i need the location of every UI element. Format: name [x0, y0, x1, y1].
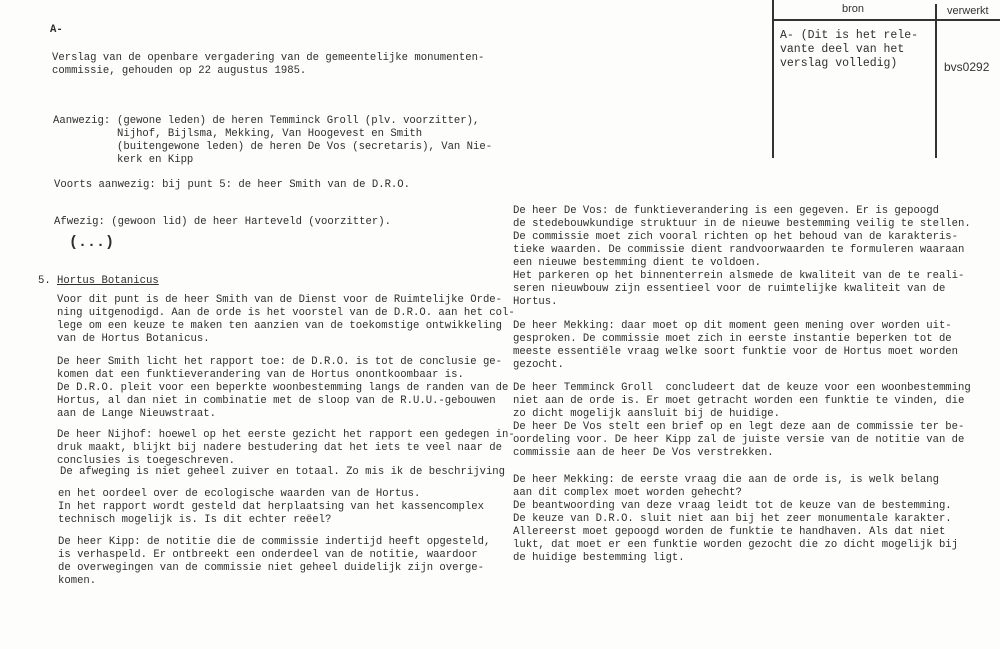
document-marker: A-: [50, 24, 63, 36]
paragraph-intro: Voor dit punt is de heer Smith van de Dienst voor de Ruimtelijke Orde- ning uitgenodigd. Aan de orde is het voorstel van de D.R.O. aan het col- lege om een keuze te maken ten aanzien van de toekomstige ontwikkeling van de Hortus Botanicus.: [57, 294, 515, 345]
paragraph-temminck-groll: De heer Temminck Groll concludeert dat de keuze voor een woonbestemming niet aan de orde is. Er moet getracht worden een funktie te vinden, die zo dicht mogelijk aansluit bij de huidige.: [513, 382, 971, 420]
present-label: Aanwezig:: [53, 115, 111, 127]
header-source: bron: [842, 3, 865, 15]
table-header-rule: [772, 19, 1000, 21]
paragraph-devos: De heer De Vos: de funktieverandering is een gegeven. Er is gepoogd de stedebouwkundige struktuur in de nieuwe bestemming veilig te stellen. De commissie moet zich vooral richten op het behoud van de karakteris- tieke waarden. De commissie dient randvoorwaarden te formuleren waaraan een nieuwe bestemming dient te voldoen. Het parkeren op het binnenterrein alsmede de kwaliteit van de te reali- seren nieuwbouw zijn essentieel voor de ruimtelijke kwaliteit van de Hortus.: [513, 205, 971, 308]
source-note: A- (Dit is het rele- vante deel van het verslag volledig): [780, 29, 919, 70]
table-divider-middle: [935, 4, 937, 158]
section-number: 5.: [38, 275, 51, 287]
paragraph-mekking-1: De heer Mekking: daar moet op dit moment geen mening over worden uit- gesproken. De commissie moet zich in eerste instantie beperken tot de meeste essentiële vraag welke soort funktie voor de Hortus moet worden gezocht.: [513, 320, 959, 371]
paragraph-mekking-2: De heer Mekking: de eerste vraag die aan de orde is, is welk belang aan dit complex moet worden gehecht? De beantwoording van deze vraag leidt tot de keuze van de bestemming. De keuze van D.R.O. sluit niet aan bij het zeer monumentale karakter. Allereerst moet gepoogd worden de funktie te handhaven. Als dat niet lukt, dat moet er een funktie worden gezocht die zo dicht mogelijk bij de huidige bestemming ligt.: [513, 474, 959, 564]
ellipsis: (...): [69, 234, 115, 251]
paragraph-devos-letter: De heer De Vos stelt een brief op en legt deze aan de commissie ter be- oordeling voor. De heer Kipp zal de juiste versie van de notitie van de commissie aan de heer De Vos verstrekken.: [513, 421, 965, 459]
present-list: (gewone leden) de heren Temminck Groll (plv. voorzitter), Nijhof, Bijlsma, Mekking, Van Hoogevest en Smith (buitengewone leden) de heren De Vos (secretaris), Van Nie- kerk en Kipp: [117, 115, 493, 166]
document-title: Verslag van de openbare vergadering van de gemeentelijke monumenten- commissie, gehouden op 22 augustus 1985.: [52, 52, 485, 77]
paragraph-nijhof-ecology: en het oordeel over de ecologische waarden van de Hortus. In het rapport wordt gesteld dat herplaatsing van het kassencomplex technisch mogelijk is. Is dit echter reëel?: [58, 488, 484, 526]
section-title: [57, 275, 159, 288]
also-present: Voorts aanwezig: bij punt 5: de heer Smith van de D.R.O.: [54, 179, 411, 191]
paragraph-nijhof-weighing: De afweging is niet geheel zuiver en totaal. Zo mis ik de beschrijving: [60, 466, 506, 478]
paragraph-smith: De heer Smith licht het rapport toe: de D.R.O. is tot de conclusie ge- komen dat een funktieverandering van de Hortus onontkoombaar is. De D.R.O. pleit voor een beperkte woonbestemming langs de randen van de Hortus, al dan niet in combinatie met de sloop van de R.U.U.-gebouwen aan de Lange Nieuwstraat.: [57, 356, 509, 420]
section-title-text: Hortus Botanicus: [57, 275, 159, 287]
absent: Afwezig: (gewoon lid) de heer Harteveld (voorzitter).: [54, 216, 391, 228]
header-processed: verwerkt: [947, 5, 989, 17]
paragraph-kipp: De heer Kipp: de notitie die de commissie indertijd heeft opgesteld, is verhaspeld. Er ontbreekt een onderdeel van de notitie, waardoor de overwegingen van de commissie niet geheel duidelijk zijn overge- komen.: [58, 536, 491, 587]
processed-code: bvs0292: [944, 60, 990, 74]
table-divider-left: [772, 0, 774, 158]
paragraph-nijhof: De heer Nijhof: hoewel op het eerste gezicht het rapport een gedegen in- druk maakt, blijkt bij nadere bestudering dat het iets te veel naar de conclusies is toegeschreven.: [57, 429, 515, 467]
